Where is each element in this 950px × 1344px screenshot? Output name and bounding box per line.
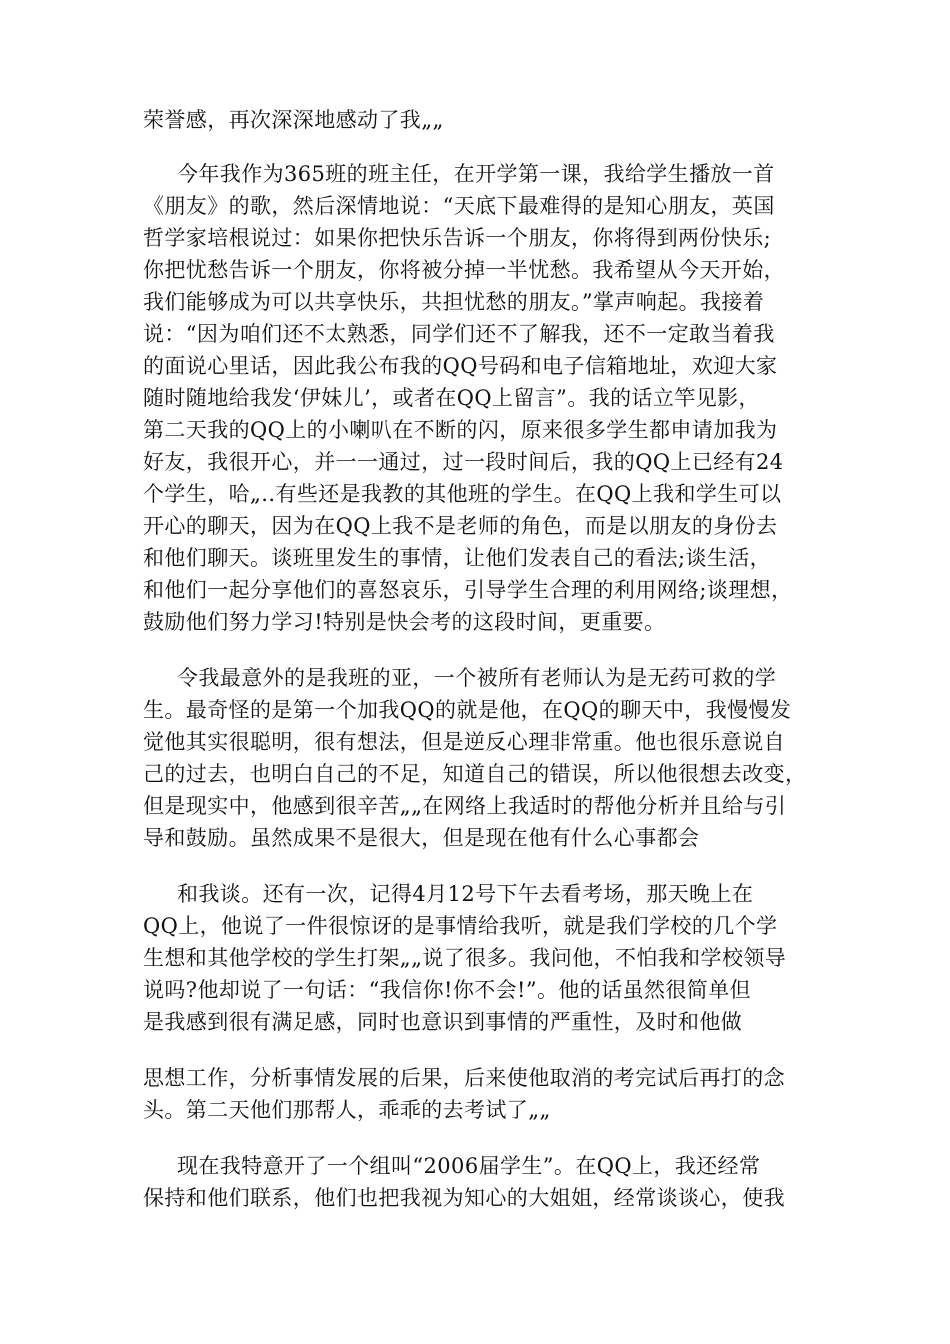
text-line: 导和鼓励。虽然成果不是很大，但是现在他有什么心事都会: [143, 826, 700, 850]
text-line: 但是现实中，他感到很辛苦„„在网络上我适时的帮他分析并且给与引: [143, 794, 787, 818]
text-line: 第二天我的QQ上的小喇叭在不断的闪，原来很多学生都申请加我为: [143, 418, 778, 442]
text-line: 生。最奇怪的是第一个加我QQ的就是他，在QQ的聊天中，我慢慢发: [143, 698, 792, 722]
text-line: 《朋友》的歌，然后深情地说：“天底下最难得的是知心朋友，英国: [143, 194, 775, 218]
text-line: 开心的聊天，因为在QQ上我不是老师的角色，而是以朋友的身份去: [143, 514, 778, 538]
text-line: 觉他其实很聪明，很有想法，但是逆反心理非常重。他也很乐意说自: [143, 730, 785, 754]
text-line: 好友，我很开心，并一一通过，过一段时间后，我的QQ上已经有24: [143, 450, 784, 474]
text-line: 鼓励他们努力学习!特别是快会考的这段时间，更重要。: [143, 610, 666, 634]
text-line: 的面说心里话，因此我公布我的QQ号码和电子信箱地址，欢迎大家: [143, 354, 778, 378]
text-line: 和他们一起分享他们的喜怒哀乐，引导学生合理的利用网络;谈理想，: [143, 578, 793, 602]
text-line: 是我感到很有满足感，同时也意识到事情的严重性，及时和他做: [143, 1010, 743, 1034]
paragraph-first-line: 今年我作为365班的班主任，在开学第一课，我给学生播放一首: [177, 162, 775, 186]
text-line: 哲学家培根说过：如果你把快乐告诉一个朋友，你将得到两份快乐;: [143, 226, 772, 250]
text-line: 和他们聊天。谈班里发生的事情，让他们发表自己的看法;谈生活，: [143, 546, 772, 570]
text-line: 随时随地给我发‘伊妹儿’，或者在QQ上留言”。我的话立竿见影，: [143, 386, 760, 410]
text-line: 头。第二天他们那帮人，乖乖的去考试了„„: [143, 1098, 551, 1122]
text-line: 己的过去，也明白自己的不足，知道自己的错误，所以他很想去改变，: [143, 762, 807, 786]
paragraph-first-line: 和我谈。还有一次，记得4月12号下午去看考场，那天晚上在: [177, 882, 754, 906]
text-line: 生想和其他学校的学生打架„„说了很多。我问他，不怕我和学校领导: [143, 946, 787, 970]
text-line: 说吗?他却说了一句话：“我信你!你不会!”。他的话虽然很简单但: [143, 978, 752, 1002]
text-line: 你把忧愁告诉一个朋友，你将被分掉一半忧愁。我希望从今天开始，: [143, 258, 785, 282]
text-line: QQ上，他说了一件很惊讶的是事情给我听，就是我们学校的几个学: [143, 914, 778, 938]
paragraph-first-line: 现在我特意开了一个组叫“2006届学生”。在QQ上，我还经常: [177, 1154, 761, 1178]
text-line: 个学生，哈„..有些还是我教的其他班的学生。在QQ上我和学生可以: [143, 482, 782, 506]
text-line: 荣誉感，再次深深地感动了我„„: [143, 108, 444, 132]
paragraph-first-line: 令我最意外的是我班的亚，一个被所有老师认为是无药可救的学: [177, 666, 777, 690]
text-line: 说：“因为咱们还不太熟悉，同学们还不了解我，还不一定敢当着我: [143, 322, 775, 346]
text-line: 思想工作，分析事情发展的后果，后来使他取消的考完试后再打的念: [143, 1066, 785, 1090]
text-line: 保持和他们联系，他们也把我视为知心的大姐姐，经常谈谈心，使我: [143, 1186, 785, 1210]
text-line: 我们能够成为可以共享快乐，共担忧愁的朋友。”掌声响起。我接着: [143, 290, 765, 314]
